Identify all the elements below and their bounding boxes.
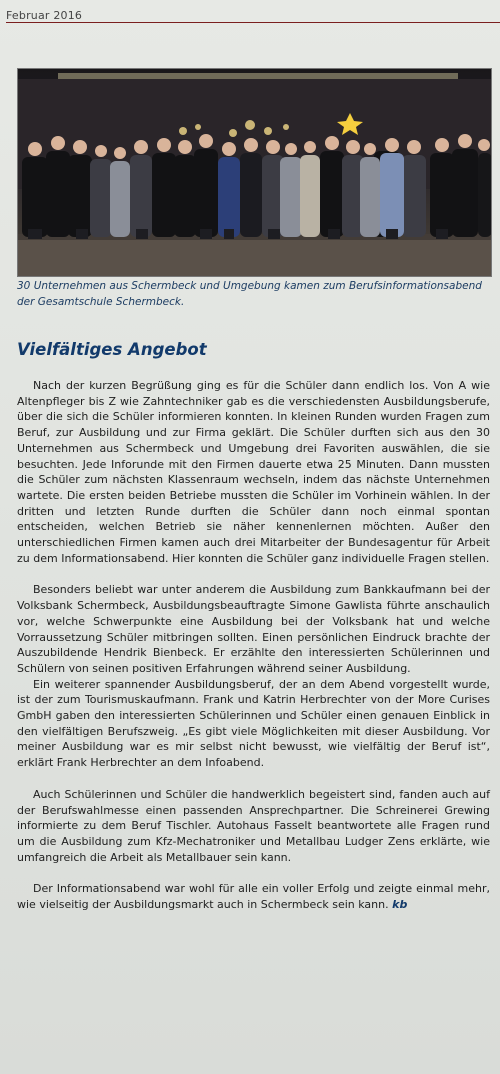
photo-caption: 30 Unternehmen aus Schermbeck und Umgebung kamen zum Berufsinformationsabend der Gesamtschule Schermbeck.: [17, 280, 482, 308]
article-paragraph: Besonders beliebt war unter anderem die Ausbildung zum Bankkaufmann bei der Volksbank Schermbeck, Ausbildungsbeauftragte Simone Gawlista führte anschaulich vor, welche Schwerpunkte eine Ausbildung bei der Volksbank hat und welche Vorraussetzung Schüler mitbringen sollten. Einen persönlichen Eindruck brachte der Auszubildende Hendrik Bienbeck. Er erzählte den interessierten Schülerinnen und Schülern von seinen positiven Erfahrungen während seiner Ausbildung.: [17, 583, 490, 675]
page-header: [6, 4, 500, 23]
article-paragraph: Auch Schülerinnen und Schüler die handwerklich begeistert sind, fanden auch auf der Berufswahlmesse einen passenden Ansprechpartner. Die Schreinerei Grewing informierte zu dem Beruf Tischler. Autohaus Fasselt beantwortete alle Fragen rund um die Ausbildung zum Kfz-Mechatroniker und Metallbau Ludger Zens erklärte, wie umfangreich die Arbeit als Metallbauer sein kann.: [17, 787, 490, 864]
article-paragraph: Ein weiterer spannender Ausbildungsberuf, der an dem Abend vorgestellt wurde, ist der zum Tourismuskaufmann. Frank und Katrin Herbrechter von der More Curises GmbH gaben den interessierten Schülerinnen und Schüler einen genauen Einblick in den vielfältigen Berufszweig. „Es gibt viele Möglichkeiten mit dieser Ausbildung. Vor meiner Ausbildung war es mir selbst nicht bewusst, wie vielfältig der Beruf ist“, erklärt Frank Herbrechter an dem Infoabend.: [17, 677, 490, 770]
article-paragraph: Nach der kurzen Begrüßung ging es für die Schüler dann endlich los. Von A wie Altenpfleger bis Z wie Zahntechniker gab es die verschiedensten Ausbildungsberufe, über die sich die Schüler informieren konnten. In kleinen Runden wurden Fragen zum Beruf, zur Ausbildung und zur Firma geklärt. Die Schüler durften sich aus den 30 Unternehmen aus Schermbeck und Umgebung drei Favoriten auswählen, die sie besuchten. Jede Inforunde mit den Firmen dauerte etwa 25 Minuten. Dann mussten die Schüler zum nächsten Klassenraum wechseln, indem das nächste Unternehmen wartete. Die ersten beiden Betriebe mussten die Schüler im Vorhinein wählen. In der dritten und letzten Runde durften die Schüler dann noch einmal spontan entscheiden, welchen Betrieb sie näher kennenlernen möchten. Außer den unterschiedlichen Firmen kamen auch drei Mitarbeiter der Bundesagentur für Arbeit zu dem Informationsabend. Hier konnten die Schüler ganz individuelle Fragen stellen.: [17, 379, 490, 565]
article-headline: Vielfältiges Angebot: [17, 340, 207, 359]
article-paragraph-final: [17, 881, 490, 912]
group-photo: [17, 68, 492, 277]
article-body: [17, 378, 490, 913]
article-paragraph-text: Der Informationsabend war wohl für alle ein voller Erfolg und zeigte einmal mehr, wie vielseitig der Ausbildungsmarkt auch in Schermbeck sein kann.: [17, 882, 490, 912]
group-photo-illustration: [18, 69, 491, 276]
author-signature: kb: [392, 898, 408, 912]
issue-date: Februar 2016: [6, 9, 83, 22]
